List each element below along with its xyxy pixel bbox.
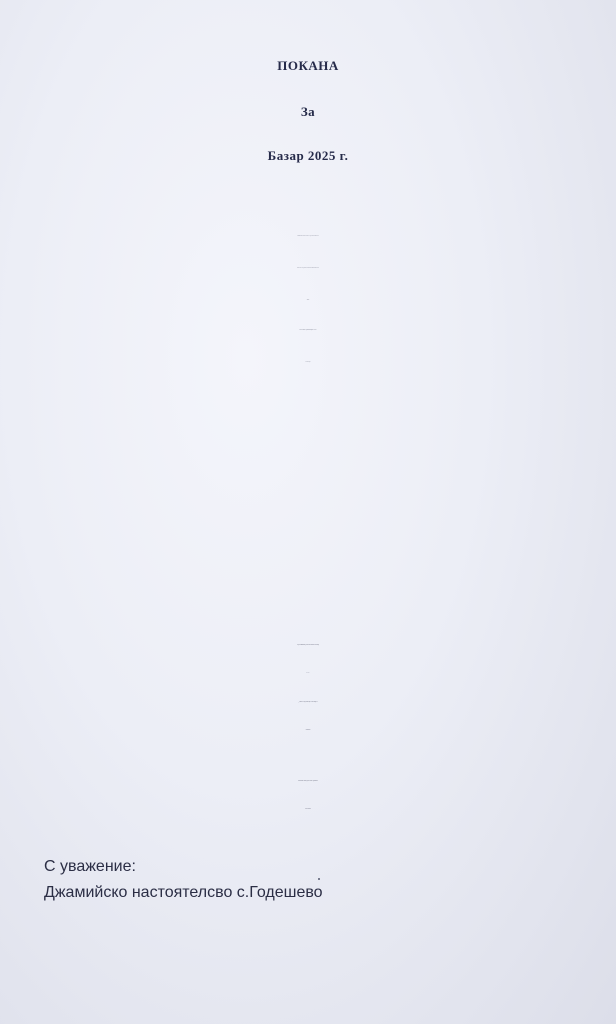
event-date: 25.11.2025 г. ( ВТОРНИК) от 12:30 — [300, 330, 316, 331]
reminder-line-2: С.А.С. : — [306, 673, 310, 674]
title-for: За — [300, 104, 316, 119]
title-invitation: ПОКАНА — [277, 58, 339, 73]
title-bazaar: Базар 2025 г. — [267, 148, 349, 163]
intro-line-3: базар — [306, 300, 310, 301]
event-date-suffix: ч. — [315, 330, 317, 331]
reminder-line-1: И да не забравяме думите на пророка Мухаммед — [297, 645, 319, 646]
hadith-line-2: Дженнета” — [305, 730, 311, 731]
intro-line-1: Джамийско настоятелство с. Годешево съвместно с — [297, 236, 319, 237]
signature-name: Джамийско настоятелсво с.Годешево — [44, 884, 323, 901]
event-date-prefix: на — [299, 330, 301, 331]
event-date-line — [0, 330, 616, 331]
appeal-line-2: закупуване! — [305, 809, 311, 810]
event-place: на площада. — [305, 362, 311, 363]
hadith-line-1: „ Който отгледа сирак ще е с мен заедно в — [298, 702, 318, 703]
intro-line-2: Кметство с.Годешево организират благотворителен — [297, 268, 319, 269]
ink-dot — [318, 878, 320, 880]
appeal-line-1: Желателно е всеки да се отзове с донасяне и — [298, 781, 318, 782]
signature-greeting: С уважение: — [44, 858, 136, 875]
